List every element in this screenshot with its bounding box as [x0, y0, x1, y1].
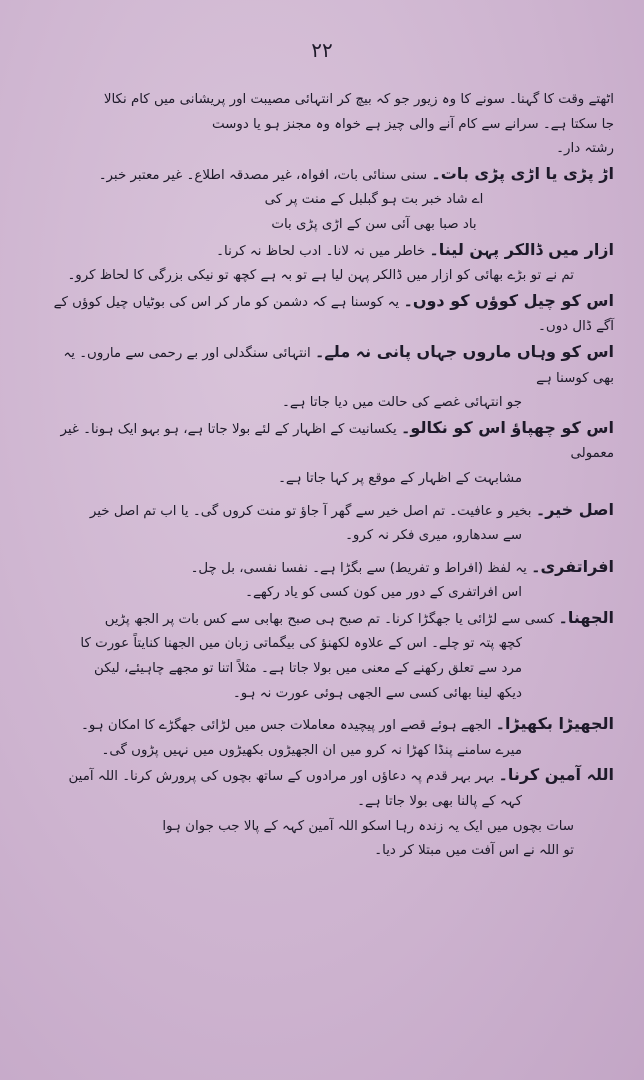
line-text: دیکھ لینا بھائی کسی سے الجھی ہوئی عورت نہ ہو۔ — [232, 685, 522, 701]
line-text: خاطر میں نہ لانا۔ ادب لحاظ نہ کرنا۔ — [216, 243, 426, 259]
entry-headword: اصل خیر۔ — [535, 499, 614, 519]
line-text: کہہ کے پالنا بھی بولا جاتا ہے۔ — [357, 794, 522, 810]
line-text: سات بچوں میں ایک یہ زندہ رہا اسکو اللہ آمین کہہ کے پالا جب جوان ہوا — [162, 818, 574, 834]
line-text: یہ لفظ (افراط و تفریط) سے بگڑا ہے۔ نفسا نفسی، بل چل۔ — [190, 560, 527, 576]
text-line — [44, 467, 614, 492]
line-text: انتہائی سنگدلی اور بے رحمی سے ماروں۔ یہ بھی کوسنا ہے — [63, 345, 614, 386]
entry-headword: افراتفری۔ — [531, 556, 614, 576]
line-text: رشتہ دار۔ — [556, 141, 614, 157]
text-line — [44, 581, 614, 606]
text-line — [44, 739, 614, 764]
entry-headword: اڑ پڑی یا اڑی پڑی بات۔ — [431, 163, 614, 183]
entry-headword: اس کو چھپاؤ اس کو نکالو۔ — [401, 417, 614, 437]
dictionary-entry-line — [44, 416, 614, 467]
dictionary-entry-line — [44, 712, 614, 739]
line-text: جا سکتا ہے۔ سرانے سے کام آنے والی چیز ہے خواہ وہ مجنز ہو یا دوست — [211, 116, 614, 132]
entry-headword: الجھنا۔ — [558, 607, 614, 627]
line-text: بخیر و عافیت۔ تم اصل خیر سے گھر آ جاؤ تو منت کروں گی۔ یا اب تم اصل خیر — [89, 503, 532, 519]
text-line — [44, 137, 614, 162]
entry-headword: الجھیڑا بکھیڑا۔ — [495, 714, 614, 734]
line-text: مرد سے تعلق رکھنے کے معنی میں بولا جاتا ہے۔ مثلاً اتنا تو مجھے چاہیئے، لیکن — [94, 661, 522, 677]
dictionary-entry-line — [44, 289, 614, 340]
dictionary-entry-line — [44, 162, 614, 189]
line-text: اٹھتے وقت کا گہنا۔ سونے کا وہ زیور جو کہ بیچ کر انتہائی مصیبت اور پریشانی میں کام نکالا — [103, 92, 614, 107]
body-text — [44, 88, 614, 864]
line-text: یہ کوسنا ہے کہ دشمن کو مار کر اس کی بوٹیاں چیل کوؤں کے آگے ڈال دوں۔ — [53, 294, 614, 335]
text-line — [44, 657, 614, 682]
text-line — [44, 682, 614, 707]
line-text: کچھ پتہ تو چلے۔ اس کے علاوہ لکھنؤ کی بیگماتی زبان میں الجھنا کنایتاً عورت کا — [80, 636, 522, 652]
line-text: جو انتہائی غصے کی حالت میں دیا جاتا ہے۔ — [281, 395, 522, 411]
line-text: الجھے ہوئے قصے اور پیچیدہ معاملات جس میں لڑائی جھگڑے کا امکان ہو۔ — [81, 718, 492, 734]
line-text: بہر بہر قدم پہ دعاؤں اور مرادوں کے ساتھ بچوں کی پرورش کرنا۔ اللہ آمین — [68, 769, 495, 785]
entry-headword: اس کو وہاں ماروں جہاں پانی نہ ملے۔ — [315, 341, 614, 361]
entry-headword: ازار میں ڈالکر پہن لینا۔ — [429, 239, 614, 259]
text-line — [44, 264, 614, 289]
line-text: باد صبا بھی آئی سن کے اڑی پڑی بات — [271, 216, 477, 232]
text-line — [44, 391, 614, 416]
dictionary-entry-line — [44, 763, 614, 790]
line-text: مشابہت کے اظہار کے موقع پر کہا جاتا ہے۔ — [278, 470, 522, 486]
text-line — [44, 815, 614, 840]
dictionary-entry-line — [44, 606, 614, 633]
page-number: ۲۲ — [311, 38, 333, 62]
line-text: سنی سنائی بات، افواہ، غیر مصدقہ اطلاع۔ غیر معتبر خبر۔ — [98, 167, 428, 183]
line-text: اے شاد خبر بت ہو گبلبل کے منت پر کی — [264, 192, 484, 208]
line-text: سے سدھارو، میری فکر نہ کرو۔ — [345, 528, 522, 544]
line-text: یکسانیت کے اظہار کے لئے بولا جاتا ہے، ہو بہو ایک ہونا۔ غیر معمولی — [60, 421, 614, 462]
line-text: تم نے تو بڑے بھائی کو ازار میں ڈالکر پہن لیا ہے تو بہ ہے کچھ تو نیکی بزرگی کا لحاظ کرو۔ — [67, 268, 574, 284]
text-line — [44, 839, 614, 864]
dictionary-entry-line — [44, 555, 614, 582]
text-line — [44, 632, 614, 657]
entry-headword: اللہ آمین کرنا۔ — [498, 765, 614, 785]
text-line — [44, 188, 614, 213]
text-line — [44, 790, 614, 815]
text-line — [44, 524, 614, 549]
line-text: اس افراتفری کے دور میں کون کسی کو یاد رکھے۔ — [245, 585, 522, 601]
dictionary-entry-line — [44, 340, 614, 391]
line-text: میرے سامنے پنڈا کھڑا نہ کرو میں ان الجھیڑوں بکھیڑوں میں نہیں پڑوں گی۔ — [101, 742, 522, 758]
dictionary-entry-line — [44, 238, 614, 265]
line-text: تو اللہ نے اس آفت میں مبتلا کر دیا۔ — [374, 843, 574, 859]
entry-headword: اس کو چیل کوؤں کو دوں۔ — [403, 290, 614, 310]
text-line — [44, 88, 614, 113]
text-line — [44, 213, 614, 238]
dictionary-entry-line — [44, 498, 614, 525]
line-text: کسی سے لڑائی یا جھگڑا کرنا۔ تم صبح ہی صبح بھابی سے کس بات پر الجھ پڑیں — [104, 611, 555, 627]
text-line — [44, 113, 614, 138]
